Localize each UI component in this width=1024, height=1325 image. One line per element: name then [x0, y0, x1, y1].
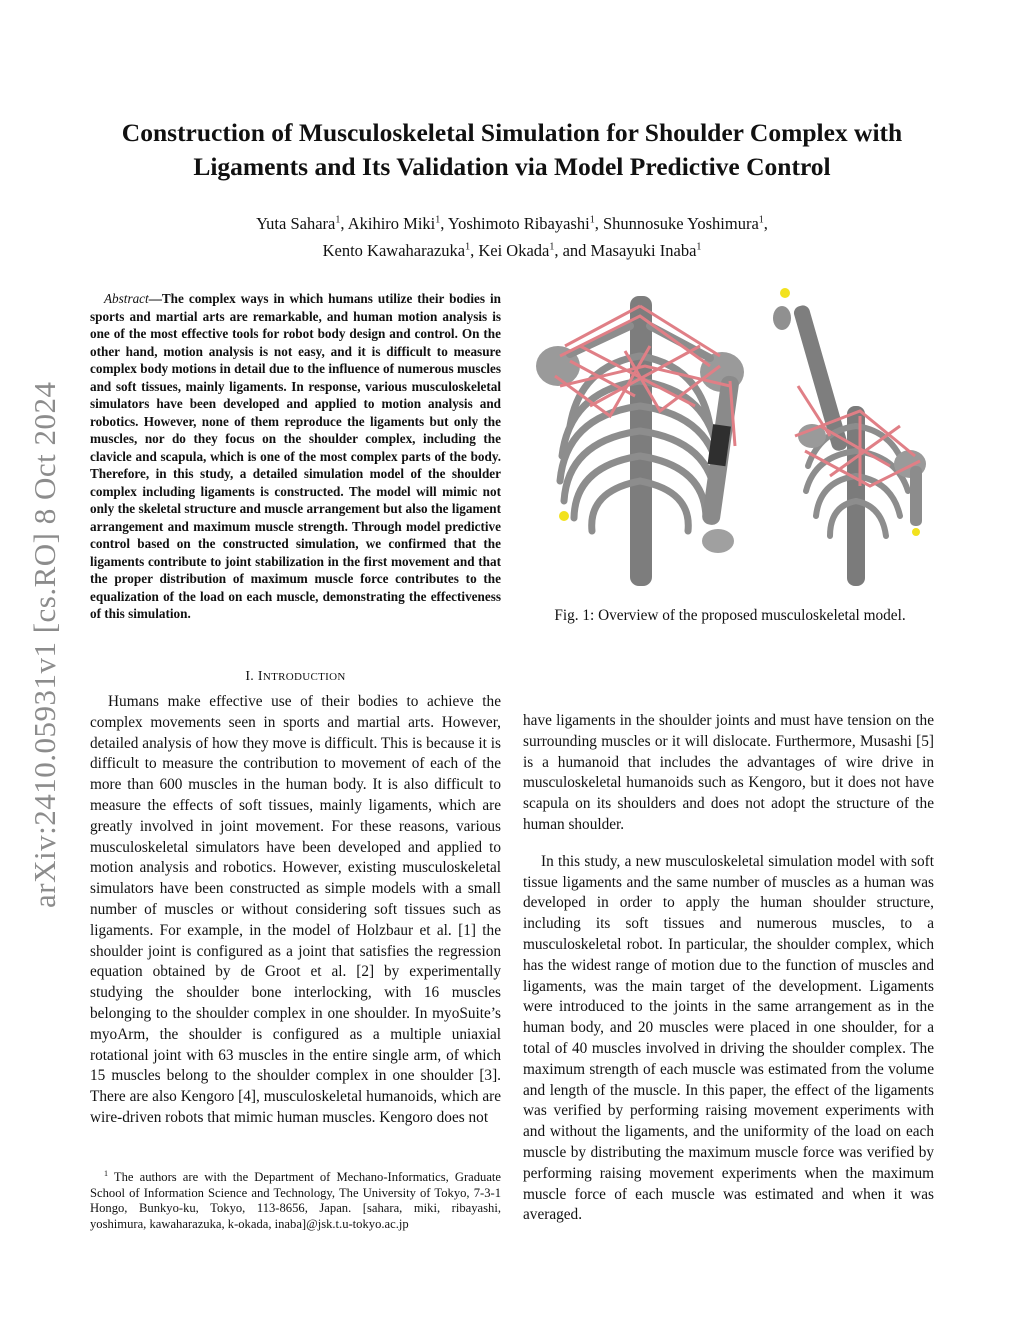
- author: Kei Okada$^1$, and: [478, 241, 591, 260]
- author-line-2: [90, 236, 934, 264]
- musculoskeletal-model-illustration: [530, 286, 940, 596]
- author: Yuta Sahara$^1$,: [256, 213, 348, 233]
- paper-title: Construction of Musculoskeletal Simulation for Shoulder Complex with Ligaments and Its Validation via Model Predictive Control: [121, 118, 903, 181]
- right-paragraph-2: In this study, a new musculoskeletal simulation model with soft tissue ligaments and the same number of muscles as a human was developed in order to apply the human shoulder structure, including its soft tissues and numerous muscles, to a musculoskeletal robot. In particular, the shoulder complex, which has the widest range of motion due to the function of muscles and ligaments, was the main target of the development. Ligaments were introduced to the joints in the same arrangement as in the human body, and 20 muscles were placed in one shoulder, for a total of 40 muscles involved in driving the shoulder complex. The maximum strength of each muscle was estimated from the volume and length of the muscle. In this paper, the effect of the ligaments was verified by performing raising movement experiments with and without the ligaments, and the uniformity of the load on each muscle by distributing the maximum muscle force was verified by performing raising movement experiments when the maximum muscle force of each muscle was estimated and when it was averaged.: [523, 852, 934, 1224]
- right-paragraph-1: have ligaments in the shoulder joints and must have tension on the surrounding muscles or it will dislocate. Furthermore, Musashi [5] is a humanoid that includes the advantages of wire drive in musculoskeletal humanoids such as Kengoro, but it does not have scapula on its shoulders and does not adopt the structure of the human shoulder.: [523, 712, 934, 833]
- author: Shunnosuke Yoshimura$^1$,: [602, 213, 768, 233]
- abstract: Abstract—The complex ways in which humans utilize their bodies in sports and martial arts are remarkable, and human motion analysis is one of the most effective tools for robot body design and control. On the other hand, motion analysis is not easy, and it is difficult to measure complex body motions in detail due to the influence of numerous muscles and soft tissues, mainly ligaments. In response, various musculoskeletal simulators have been developed and applied to motion analysis and robotics. However, none of them reproduce the ligaments but only the muscles, nor do they focus on the shoulder complex, including the clavicle and scapula, which is one of the most complex parts of the body. Therefore, in this study, a detailed simulation model of the shoulder complex including ligaments is constructed. The model will mimic not only the skeletal structure and muscle arrangement but also the ligament arrangement and maximum muscle strength. Through model predictive control based on the constructed simulation, we confirmed that the ligaments contribute to joint stabilization in the first movement and that the proper distribution of maximum muscle force contributes to the equalization of the load on each muscle, demonstrating the effectiveness of this simulation.: [90, 291, 501, 621]
- right-column: [523, 711, 934, 1226]
- affiliation-footnote: $^1$ The authors are with the Department of Mechano-Informatics, Graduate School of Information Science and Technology, The University of Tokyo, 7-3-1 Hongo, Bunkyo-ku, Tokyo, 113-8656, Japan. [sahara, miki, ribayashi, yoshimura, kawaharazuka, k-okada, inaba]@jsk.t.u-tokyo.ac.jp: [90, 1169, 502, 1231]
- front-view-model: [536, 296, 744, 586]
- back-view-model: [773, 288, 926, 586]
- author: Kento Kawaharazuka$^1$,: [322, 241, 479, 260]
- author: Yoshimoto Ribayashi$^1$,: [447, 213, 603, 233]
- author-list: [90, 208, 934, 263]
- author-line-1: [90, 208, 934, 236]
- section-heading-introduction: I. INTRODUCTION: [245, 669, 346, 684]
- figure-1-caption: Fig. 1: Overview of the proposed musculoskeletal model.: [554, 607, 906, 624]
- figure-1: [530, 286, 940, 596]
- arxiv-identifier: arXiv:2410.05931v1 [cs.RO] 8 Oct 2024: [27, 381, 62, 909]
- author: Akihiro Miki$^1$,: [347, 213, 448, 233]
- abstract-label: Abstract: [104, 291, 149, 306]
- abstract-text: The complex ways in which humans utilize their bodies in sports and martial arts are remarkable, and human motion analysis is one of the most effective tools for robot body design and control. On the other hand, motion analysis is not easy, and it is difficult to measure complex body motions in detail due to the influence of numerous muscles and soft tissues, mainly ligaments. In response, various musculoskeletal simulators have been developed and applied to motion analysis and robotics. However, none of them reproduce the ligaments but only the muscles, nor do they focus on the shoulder complex, including the clavicle and scapula, which is one of the most complex parts of the body. Therefore, in this study, a detailed simulation model of the shoulder complex including ligaments is constructed. The model will mimic not only the skeletal structure and muscle arrangement but also the ligament arrangement and maximum muscle strength. Through model predictive control based on the constructed simulation, we confirmed that the ligaments contribute to joint stabilization in the first movement and that the proper distribution of maximum muscle force contributes to the equalization of the load on each muscle, demonstrating the effectiveness of this simulation.: [90, 291, 501, 621]
- intro-paragraph: Humans make effective use of their bodies to achieve the complex movements seen in sports and martial arts. However, detailed analysis of how they move is difficult. This is because it is difficult to measure the contribution to movement of each of the more than 600 muscles in the human body. It is also difficult to measure the effects of soft tissues, mainly ligaments, which are greatly involved in joint movement. For these reasons, various musculoskeletal simulators have been developed and applied to motion analysis and robotics. However, existing musculoskeletal simulators have been constructed as simple models with a small number of muscles or without considering soft tissues such as ligaments. For example, in the model of Holzbaur et al. [1] the shoulder joint is configured as a joint that satisfies the regression equation obtained by de Groot et al. [2] by experimentally studying the shoulder bone interlocking, with 16 muscles belonging to the shoulder complex in one shoulder. In myoSuite’s myoArm, the shoulder is configured as a multiple uniaxial rotational joint with 63 muscles in the entire single arm, of which 15 muscles belong to the shoulder complex in one shoulder [3]. There are also Kengoro [4], musculoskeletal humanoids, which are wire-driven robots that mimic human muscles. Kengoro does not: [90, 693, 501, 1126]
- author: Masayuki Inaba$^1$: [590, 241, 702, 260]
- intro-column: [90, 692, 501, 1129]
